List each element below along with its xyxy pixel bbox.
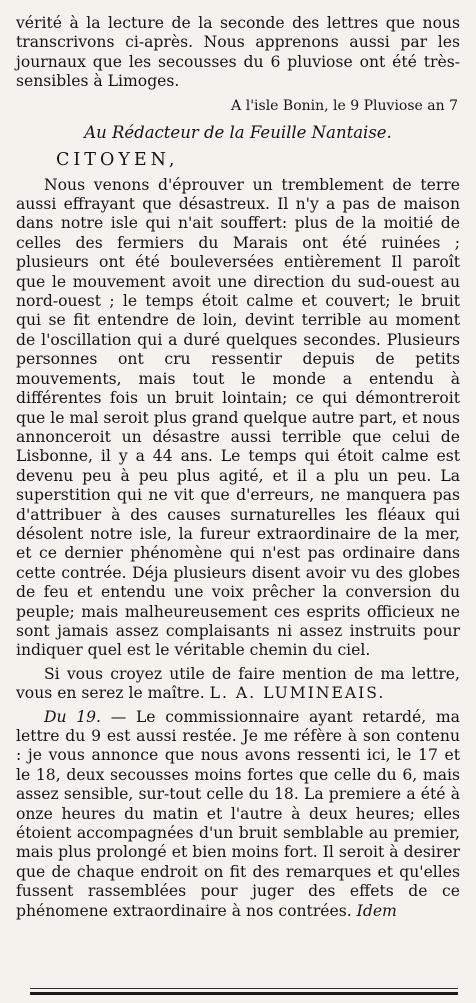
intro-line: ont été très-sensibles à Limoges. <box>16 52 460 91</box>
intro-line: par les journaux que les secousses du 6 pluviose <box>16 33 460 71</box>
letter-heading: Au Rédacteur de la Feuille Nantaise. <box>84 122 392 142</box>
divider-thick <box>30 992 458 995</box>
postscript-end: Idem <box>356 901 397 920</box>
intro-line: nous transcrivons ci-après. Nous apprenons aussi <box>16 14 461 52</box>
postscript-text: — Le commissionnaire ayant retardé, ma lettre du 9 est aussi restée. Je me réfère à son contenu : je vous annonce que nous avons ressenti ici, le 17 et le 18, deux secousses moins fortes que celle du 6, mais assez sensible, sur-tout celle du 18. La premiere a été à onze heures du matin et l'autre à deux heures; elles étoient accompagnées d'un bruit semblable au premier, mais plus prolongé et bien moins fort. Il seroit à desirer que de chaque endroit on fit des remarques et qu'elles fussent rassemblées pour juger des effets de ce phénomene extraordinaire à nos contrées. <box>16 707 460 920</box>
postscript-date: Du 19. <box>44 707 102 726</box>
signature: L. A. LUMINEAIS. <box>209 684 386 703</box>
intro-line: vérité à la lecture de la seconde des lettres que <box>16 14 416 32</box>
intro-paragraph <box>16 14 460 92</box>
dateline: A l'isle Bonin, le 9 Pluviose an 7 <box>231 97 458 114</box>
letter-paragraph: Nous venons d'éprouver un tremblement de terre aussi effrayant que désastreux. Il n'y a pas de maison dans notre isle qui n'ait souffert: plus de la moitié de celles des fermiers du Marais ont été ruinées ; plusieurs ont été bouleversées entièrement Il paroît que le mouvement avoit une direction du sud-ouest au nord-ouest ; le temps étoit calme et couvert; le bruit qui se fit entendre de loin, devint terrible au moment de l'oscillation qui a duré quelques secondes. Plusieurs personnes ont cru ressentir depuis de petits mouvements, mais tout le monde a entendu à différentes fois un bruit lointain; ce qui démontreroit que le mal seroit plus grand quelque autre part, et nous annonceroit un désastre aussi terrible que celui de Lisbonne, il y a 44 ans. Le temps qui étoit calme est devenu peu à peu plus agité, et il a plu un peu. La superstition qui ne vit que d'erreurs, ne manquera pas d'attribuer à des causes surnaturelles les fléaux qui désolent notre isle, la fureur extraordinaire de la mer, et ce dernier phénomène qui n'est pas ordinaire dans cette contrée. Déja plusieurs disent avoir vu des globes de feu et entendu une voix prêcher la conversion du peuple; mais malheureusement ces esprits officieux ne sont jamais assez complaisants ni assez instruits pour indiquer quel est le véritable chemin du ciel. <box>16 175 460 660</box>
postscript-paragraph <box>16 708 460 921</box>
divider-thin <box>30 988 458 989</box>
closing-paragraph <box>16 665 460 704</box>
closing-text: Si vous croyez utile de faire mention de ma lettre, vous en serez le maître. <box>16 664 460 703</box>
salutation: CITOYEN, <box>56 149 179 170</box>
